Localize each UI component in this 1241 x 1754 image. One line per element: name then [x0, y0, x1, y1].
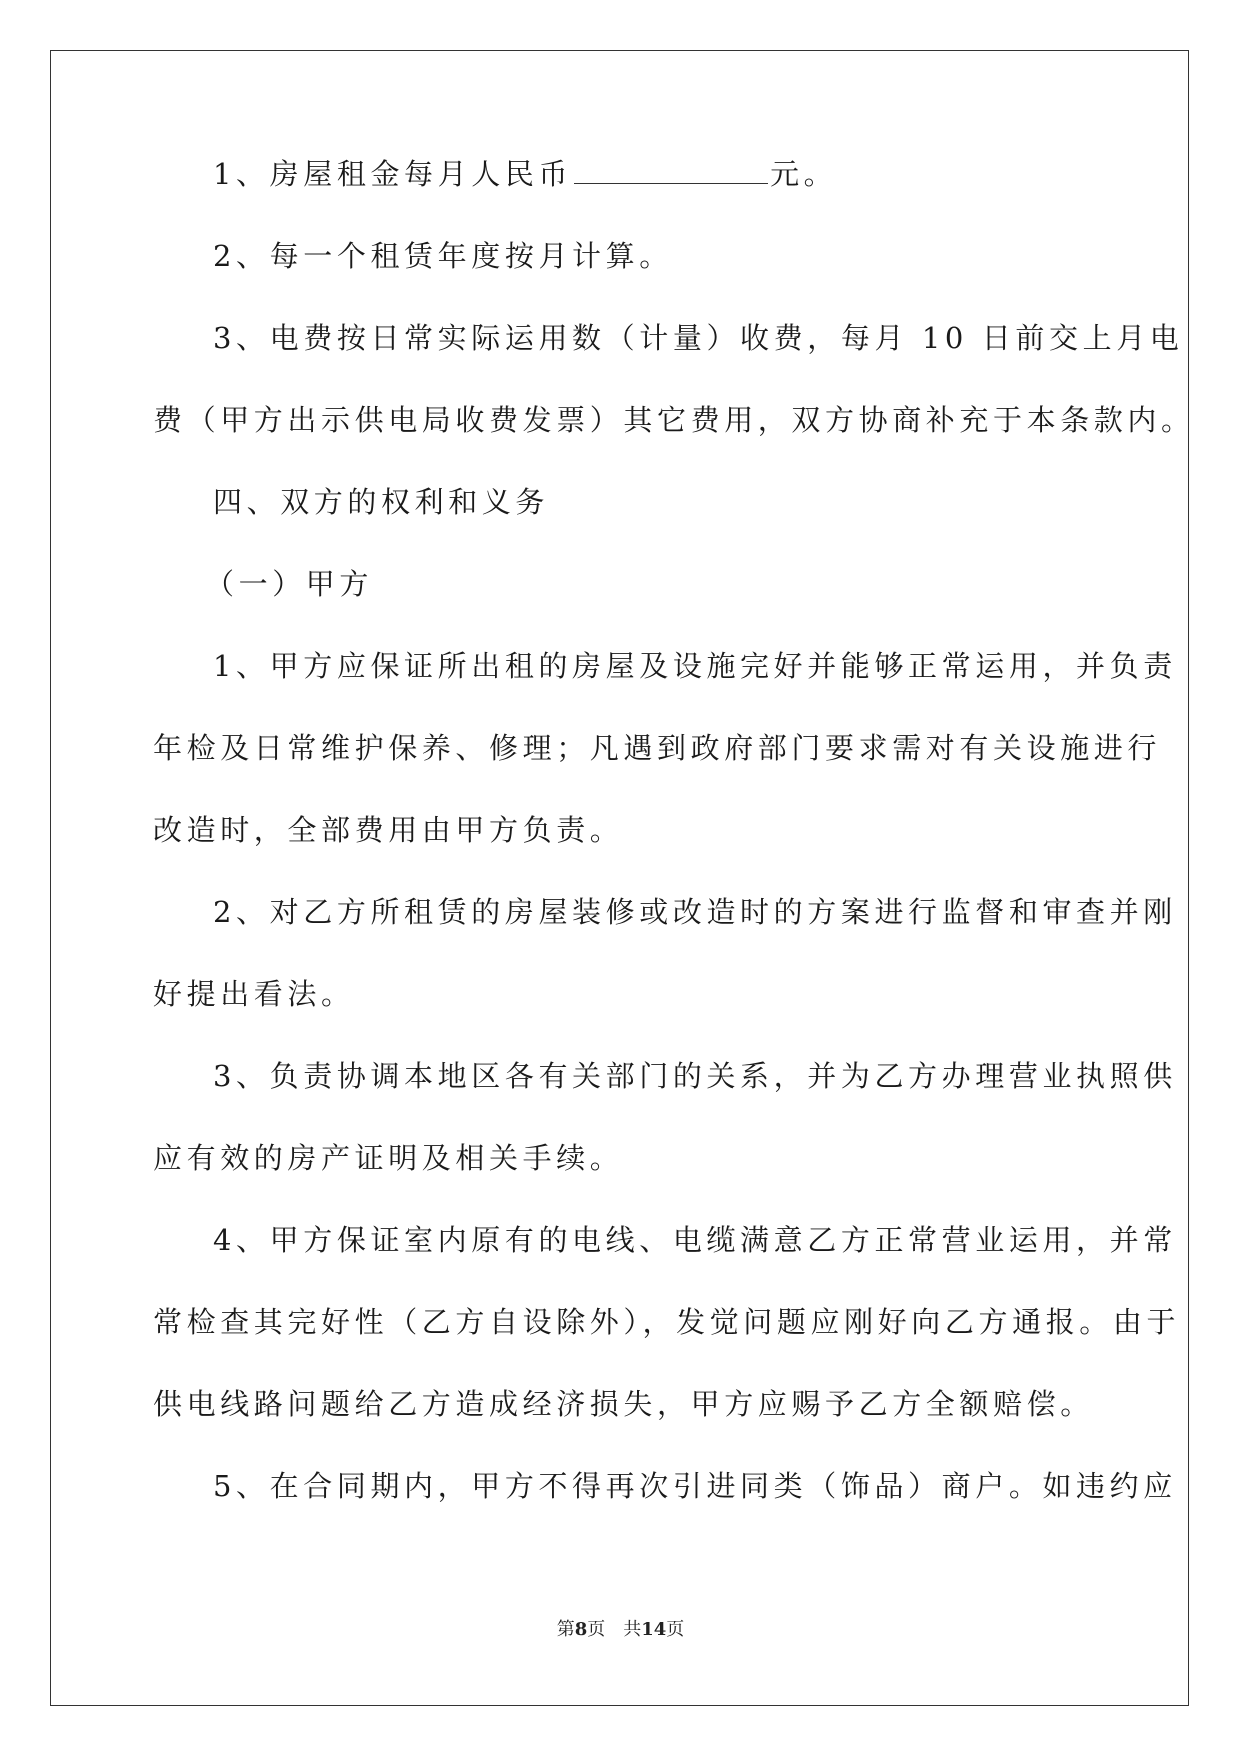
fill-in-blank — [574, 155, 768, 184]
paragraph-line — [213, 154, 837, 194]
text-run: 1、房屋租金每月人民币 — [213, 157, 573, 191]
paragraph-line: 费（甲方出示供电局收费发票）其它费用，双方协商补充于本条款内。 — [153, 403, 1195, 437]
page-footer — [0, 1618, 1241, 1642]
text-run: 元。 — [770, 157, 838, 191]
paragraph-line: 应有效的房产证明及相关手续。 — [153, 1141, 624, 1175]
paragraph-line: 4、甲方保证室内原有的电线、电缆满意乙方正常营业运用，并常 — [213, 1223, 1177, 1257]
subsection-heading: （一）甲方 — [205, 567, 374, 601]
paragraph-line: 5、在合同期内，甲方不得再次引进同类（饰品）商户。如违约应 — [213, 1469, 1177, 1503]
paragraph-line: 2、每一个租赁年度按月计算。 — [213, 239, 673, 273]
paragraph-line: 3、负责协调本地区各有关部门的关系，并为乙方办理营业执照供 — [213, 1059, 1177, 1093]
footer-text: 第 — [556, 1619, 575, 1640]
paragraph-line: 年检及日常维护保养、修理；凡遇到政府部门要求需对有关设施进行 — [153, 731, 1162, 765]
footer-text: 页 共 — [587, 1619, 642, 1640]
paragraph-line: 常检查其完好性（乙方自设除外），发觉问题应刚好向乙方通报。由于 — [153, 1305, 1181, 1339]
page-border — [50, 50, 1189, 1706]
paragraph-line: 1、甲方应保证所出租的房屋及设施完好并能够正常运用，并负责 — [213, 649, 1177, 683]
paragraph-line: 3、电费按日常实际运用数（计量）收费，每月 10 日前交上月电 — [213, 321, 1184, 355]
total-page-number: 14 — [641, 1619, 667, 1640]
paragraph-line: 改造时，全部费用由甲方负责。 — [153, 813, 624, 847]
paragraph-line: 供电线路问题给乙方造成经济损失，甲方应赐予乙方全额赔偿。 — [153, 1387, 1094, 1421]
paragraph-line: 好提出看法。 — [153, 977, 355, 1011]
footer-text: 页 — [666, 1619, 685, 1640]
current-page-number: 8 — [574, 1619, 588, 1640]
paragraph-line: 2、对乙方所租赁的房屋装修或改造时的方案进行监督和审查并刚 — [213, 895, 1177, 929]
section-heading: 四、双方的权利和义务 — [213, 485, 550, 519]
